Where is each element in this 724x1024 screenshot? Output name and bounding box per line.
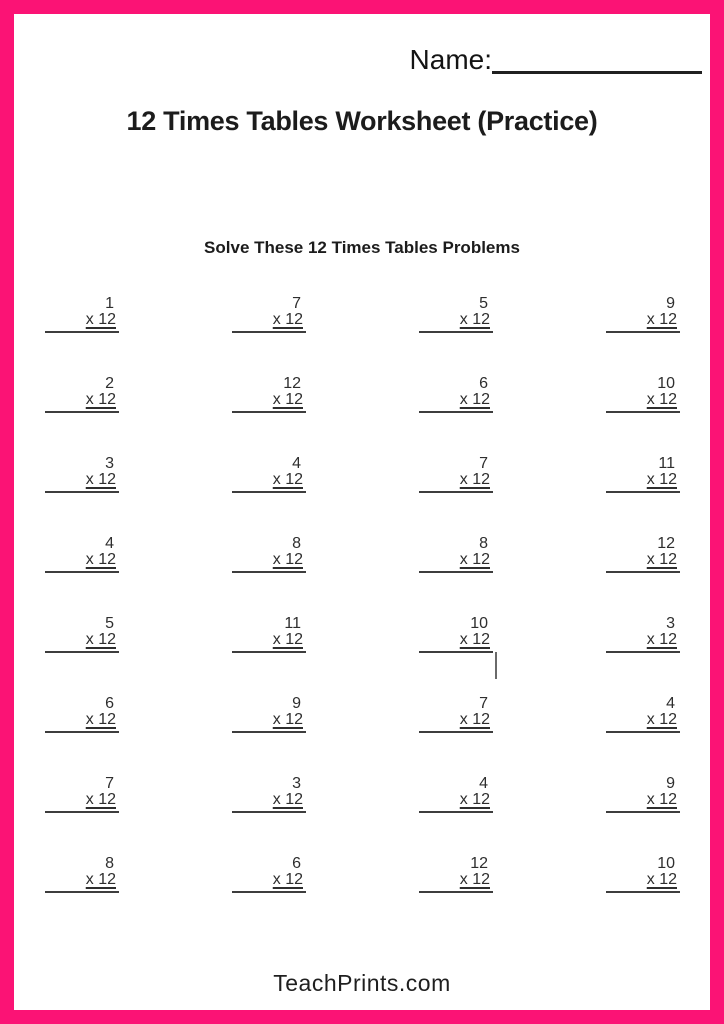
operator-multiplier: x 12: [272, 871, 303, 888]
multiplicand: 9: [666, 295, 675, 312]
operator-multiplier: x 12: [85, 311, 116, 328]
multiplicand: 12: [657, 535, 675, 552]
operator-multiplier: x 12: [646, 711, 677, 728]
multiplication-problem: [45, 533, 119, 573]
text-cursor: [495, 652, 497, 679]
operator-multiplier: x 12: [272, 631, 303, 648]
multiplication-problem: [45, 693, 119, 733]
multiplicand: 8: [105, 855, 114, 872]
multiplicand: 2: [105, 375, 114, 392]
operator-multiplier: x 12: [85, 871, 116, 888]
multiplication-problem: [45, 853, 119, 893]
multiplication-problem: [606, 853, 680, 893]
multiplication-problem: [606, 693, 680, 733]
operator-multiplier: x 12: [646, 871, 677, 888]
operator-multiplier: x 12: [272, 311, 303, 328]
instructions-heading: Solve These 12 Times Tables Problems: [204, 238, 520, 257]
multiplicand: 5: [105, 615, 114, 632]
operator-multiplier: x 12: [646, 631, 677, 648]
operator-multiplier: x 12: [85, 791, 116, 808]
multiplicand: 12: [283, 375, 301, 392]
operator-multiplier: x 12: [85, 551, 116, 568]
multiplicand: 6: [105, 695, 114, 712]
multiplicand: 8: [292, 535, 301, 552]
multiplication-problem: [45, 613, 119, 653]
multiplicand: 11: [284, 615, 301, 632]
multiplicand: 7: [105, 775, 114, 792]
multiplicand: 12: [470, 855, 488, 872]
multiplicand: 7: [479, 455, 488, 472]
problems-grid: [45, 293, 680, 893]
operator-multiplier: x 12: [646, 791, 677, 808]
multiplication-problem: [232, 773, 306, 813]
operator-multiplier: x 12: [85, 711, 116, 728]
operator-multiplier: x 12: [459, 391, 490, 408]
operator-multiplier: x 12: [459, 311, 490, 328]
multiplication-problem: [419, 293, 493, 333]
operator-multiplier: x 12: [85, 471, 116, 488]
multiplication-problem: [232, 853, 306, 893]
multiplicand: 3: [292, 775, 301, 792]
multiplicand: 4: [292, 455, 301, 472]
multiplication-problem: [419, 373, 493, 413]
name-blank-line: [492, 47, 702, 74]
operator-multiplier: x 12: [646, 551, 677, 568]
multiplication-problem: [606, 613, 680, 653]
multiplication-problem: [45, 293, 119, 333]
multiplication-problem: [232, 693, 306, 733]
multiplication-problem: [606, 773, 680, 813]
multiplication-problem: [232, 533, 306, 573]
page-title: 12 Times Tables Worksheet (Practice): [126, 106, 598, 136]
multiplication-problem: [45, 453, 119, 493]
multiplicand: 3: [666, 615, 675, 632]
operator-multiplier: x 12: [85, 631, 116, 648]
operator-multiplier: x 12: [459, 631, 490, 648]
multiplicand: 11: [658, 455, 675, 472]
name-field-row: [410, 44, 702, 76]
multiplication-problem: [606, 293, 680, 333]
multiplicand: 10: [470, 615, 488, 632]
multiplication-problem: [419, 533, 493, 573]
multiplication-problem: [232, 453, 306, 493]
operator-multiplier: x 12: [646, 471, 677, 488]
multiplicand: 5: [479, 295, 488, 312]
multiplicand: 9: [292, 695, 301, 712]
multiplicand: 10: [657, 855, 675, 872]
multiplication-problem: [419, 773, 493, 813]
multiplicand: 4: [479, 775, 488, 792]
multiplication-problem: [606, 533, 680, 573]
multiplication-problem: [606, 373, 680, 413]
multiplication-problem: [419, 853, 493, 893]
multiplication-problem: [232, 293, 306, 333]
multiplicand: 6: [479, 375, 488, 392]
multiplicand: 8: [479, 535, 488, 552]
multiplicand: 1: [105, 295, 114, 312]
multiplication-problem: [419, 453, 493, 493]
multiplication-problem: [419, 693, 493, 733]
operator-multiplier: x 12: [272, 711, 303, 728]
multiplication-problem: [606, 453, 680, 493]
footer-brand: TeachPrints.com: [273, 970, 451, 996]
operator-multiplier: x 12: [459, 471, 490, 488]
multiplicand: 6: [292, 855, 301, 872]
multiplication-problem: [232, 373, 306, 413]
multiplicand: 7: [292, 295, 301, 312]
multiplication-problem: [45, 773, 119, 813]
multiplication-problem: [419, 613, 493, 653]
multiplication-problem: [232, 613, 306, 653]
multiplicand: 10: [657, 375, 675, 392]
multiplicand: 4: [666, 695, 675, 712]
operator-multiplier: x 12: [459, 791, 490, 808]
multiplicand: 4: [105, 535, 114, 552]
multiplication-problem: [45, 373, 119, 413]
operator-multiplier: x 12: [272, 551, 303, 568]
operator-multiplier: x 12: [459, 711, 490, 728]
name-label: Name:: [409, 44, 492, 75]
multiplicand: 9: [666, 775, 675, 792]
multiplicand: 7: [479, 695, 488, 712]
operator-multiplier: x 12: [646, 391, 677, 408]
operator-multiplier: x 12: [272, 791, 303, 808]
operator-multiplier: x 12: [85, 391, 116, 408]
operator-multiplier: x 12: [272, 471, 303, 488]
operator-multiplier: x 12: [459, 871, 490, 888]
operator-multiplier: x 12: [272, 391, 303, 408]
operator-multiplier: x 12: [459, 551, 490, 568]
operator-multiplier: x 12: [646, 311, 677, 328]
multiplicand: 3: [105, 455, 114, 472]
